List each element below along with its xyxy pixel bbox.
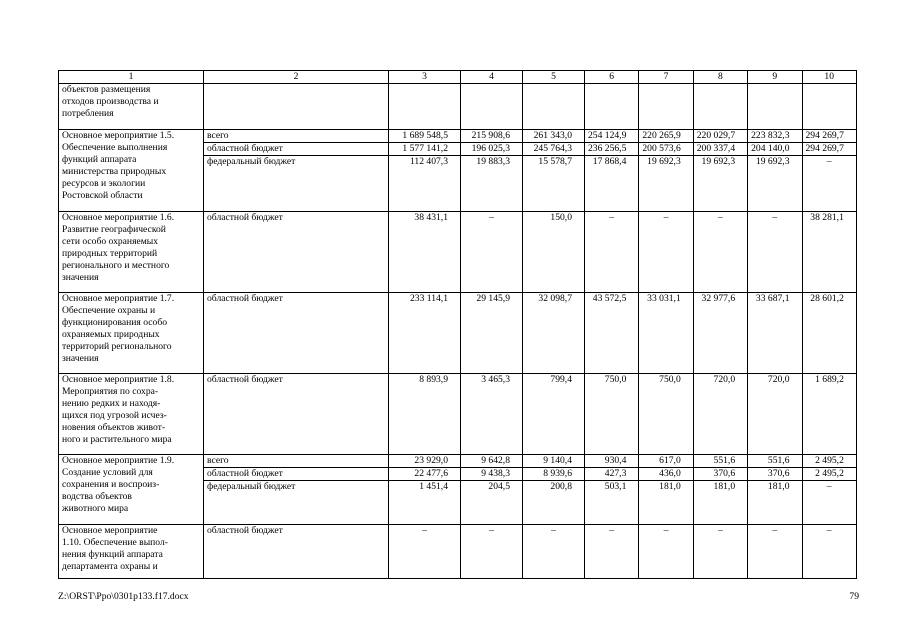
amount-cell	[639, 84, 693, 130]
table-row	[59, 374, 857, 455]
funding-source-cell: федеральный бюджет	[204, 156, 389, 212]
header-cell: 7	[639, 71, 693, 84]
amount-cell: 23 929,0	[389, 455, 461, 468]
amount-cell: 223 832,3	[748, 130, 802, 143]
amount-cell: 204 140,0	[748, 143, 802, 156]
amount-cell: –	[389, 525, 461, 579]
activity-name-line: функционирования особо	[62, 317, 168, 328]
amount-cell: 236 256,5	[585, 143, 639, 156]
amount-cell	[802, 84, 856, 130]
amount-cell: 551,6	[748, 455, 802, 468]
amount-cell	[523, 84, 585, 130]
amount-cell: 370,6	[693, 468, 747, 481]
activity-name-line: 1.10. Обеспечение выпол-	[62, 537, 168, 548]
amount-cell: –	[639, 212, 693, 293]
amount-cell: 38 431,1	[389, 212, 461, 293]
activity-name-line: значения	[62, 353, 99, 364]
table-row	[59, 455, 857, 468]
amount-cell: 181,0	[693, 481, 747, 525]
funding-source-cell: областной бюджет	[204, 143, 389, 156]
amount-cell: 112 407,3	[389, 156, 461, 212]
activity-name-line: щихся под угрозой исчез-	[62, 410, 167, 421]
activity-name-line: функций аппарата	[62, 154, 137, 165]
amount-cell: 32 098,7	[523, 293, 585, 374]
activity-name-line: ного и растительного мира	[62, 434, 172, 445]
header-cell: 3	[389, 71, 461, 84]
amount-cell: –	[693, 525, 747, 579]
amount-cell: 294 269,7	[802, 130, 856, 143]
amount-cell: 17 868,4	[585, 156, 639, 212]
amount-cell	[693, 84, 747, 130]
page-number: 79	[849, 591, 859, 602]
header-cell: 9	[748, 71, 802, 84]
activity-name-line: министерства природных	[62, 166, 167, 177]
amount-cell: –	[748, 212, 802, 293]
funding-source-cell: всего	[204, 130, 389, 143]
amount-cell: 215 908,6	[461, 130, 523, 143]
activity-name-cell	[59, 293, 204, 374]
amount-cell: 9 642,8	[461, 455, 523, 468]
document-path: Z:\ORST\Ppo\0301p133.f17.docx	[58, 591, 189, 602]
amount-cell: 204,5	[461, 481, 523, 525]
funding-source-cell: областной бюджет	[204, 525, 389, 579]
amount-cell	[389, 84, 461, 130]
activity-name-line: Основное мероприятие 1.9.	[62, 455, 175, 466]
header-cell: 10	[802, 71, 856, 84]
header-cell: 4	[461, 71, 523, 84]
amount-cell	[461, 84, 523, 130]
amount-cell: –	[461, 212, 523, 293]
amount-cell: –	[639, 525, 693, 579]
activity-name-line: водства объектов	[62, 491, 132, 502]
amount-cell	[585, 84, 639, 130]
activity-name-line: Основное мероприятие 1.8.	[62, 374, 175, 385]
amount-cell: 1 689,2	[802, 374, 856, 455]
activity-name-line: Ростовской области	[62, 190, 143, 201]
amount-cell: 200 573,6	[639, 143, 693, 156]
activity-name-cell	[59, 212, 204, 293]
amount-cell: 150,0	[523, 212, 585, 293]
amount-cell: 19 692,3	[639, 156, 693, 212]
funding-source-cell: областной бюджет	[204, 212, 389, 293]
amount-cell: 245 764,3	[523, 143, 585, 156]
activity-name-line: сети особо охраняемых	[62, 236, 159, 247]
amount-cell: 370,6	[748, 468, 802, 481]
activity-name-line: Основное мероприятие 1.6.	[62, 212, 175, 223]
amount-cell: –	[802, 481, 856, 525]
amount-cell: 19 692,3	[693, 156, 747, 212]
amount-cell: 9 438,3	[461, 468, 523, 481]
amount-cell: 220 265,9	[639, 130, 693, 143]
amount-cell: 8 939,6	[523, 468, 585, 481]
amount-cell: 19 883,3	[461, 156, 523, 212]
amount-cell: –	[802, 156, 856, 212]
activity-name-line: территорий регионального	[62, 341, 172, 352]
activity-name-cell	[59, 374, 204, 455]
table-row	[59, 525, 857, 579]
activity-name-line: ресурсов и экологии	[62, 178, 146, 189]
activity-name-line: сохранения и воспроиз-	[62, 479, 160, 490]
activity-name-line: новения объектов живот-	[62, 422, 166, 433]
table-row	[59, 84, 857, 130]
amount-cell: 181,0	[748, 481, 802, 525]
column-number-header	[59, 71, 857, 84]
header-cell: 8	[693, 71, 747, 84]
program-table-container	[58, 70, 857, 579]
activity-name-line: нения функций аппарата	[62, 549, 163, 560]
table-row	[59, 130, 857, 143]
activity-name-cell	[59, 455, 204, 525]
amount-cell: –	[461, 525, 523, 579]
activity-name-line: потребления	[62, 108, 114, 119]
amount-cell: 503,1	[585, 481, 639, 525]
amount-cell: 33 687,1	[748, 293, 802, 374]
activity-name-line: охраняемых природных	[62, 329, 160, 340]
amount-cell: 930,4	[585, 455, 639, 468]
table-body	[59, 71, 857, 579]
activity-name-line: Мероприятия по сохра-	[62, 386, 159, 397]
activity-name-line: объектов размещения	[62, 84, 151, 95]
funding-source-cell	[204, 84, 389, 130]
amount-cell: 254 124,9	[585, 130, 639, 143]
amount-cell: –	[585, 525, 639, 579]
activity-name-cell	[59, 130, 204, 212]
amount-cell: 720,0	[693, 374, 747, 455]
funding-source-cell: областной бюджет	[204, 293, 389, 374]
activity-name-line: нению редких и находя-	[62, 398, 161, 409]
amount-cell: 43 572,5	[585, 293, 639, 374]
amount-cell: 436,0	[639, 468, 693, 481]
table-row	[59, 212, 857, 293]
amount-cell: –	[523, 525, 585, 579]
header-cell: 5	[523, 71, 585, 84]
amount-cell: 294 269,7	[802, 143, 856, 156]
amount-cell: 32 977,6	[693, 293, 747, 374]
activity-name-line: Основное мероприятие	[62, 525, 158, 536]
activity-name-line: значения	[62, 272, 99, 283]
amount-cell: 200 337,4	[693, 143, 747, 156]
amount-cell: 15 578,7	[523, 156, 585, 212]
amount-cell: 28 601,2	[802, 293, 856, 374]
amount-cell: 427,3	[585, 468, 639, 481]
amount-cell: 22 477,6	[389, 468, 461, 481]
amount-cell: –	[802, 525, 856, 579]
amount-cell: 551,6	[693, 455, 747, 468]
table-row	[59, 293, 857, 374]
activity-name-cell	[59, 525, 204, 579]
amount-cell: 261 343,0	[523, 130, 585, 143]
activity-name-line: отходов производства и	[62, 96, 159, 107]
amount-cell: 750,0	[639, 374, 693, 455]
activity-name-line: Развитие географической	[62, 224, 166, 235]
activity-name-line: Основное мероприятие 1.7.	[62, 293, 175, 304]
amount-cell	[748, 84, 802, 130]
header-cell: 6	[585, 71, 639, 84]
amount-cell: 750,0	[585, 374, 639, 455]
funding-source-cell: федеральный бюджет	[204, 481, 389, 525]
amount-cell: 617,0	[639, 455, 693, 468]
amount-cell: 720,0	[748, 374, 802, 455]
amount-cell: 2 495,2	[802, 455, 856, 468]
activity-name-line: животного мира	[62, 503, 129, 514]
header-cell: 2	[204, 71, 389, 84]
funding-source-cell: всего	[204, 455, 389, 468]
activity-name-line: Основное мероприятие 1.5.	[62, 130, 175, 141]
program-funding-table	[58, 70, 857, 579]
amount-cell: 29 145,9	[461, 293, 523, 374]
activity-name-line: Обеспечение охраны и	[62, 305, 156, 316]
amount-cell: 8 893,9	[389, 374, 461, 455]
amount-cell: 9 140,4	[523, 455, 585, 468]
amount-cell: –	[585, 212, 639, 293]
amount-cell: 1 689 548,5	[389, 130, 461, 143]
amount-cell: 181,0	[639, 481, 693, 525]
amount-cell: 233 114,1	[389, 293, 461, 374]
header-cell: 1	[59, 71, 204, 84]
activity-name-line: Создание условий для	[62, 467, 153, 478]
funding-source-cell: областной бюджет	[204, 468, 389, 481]
amount-cell: 196 025,3	[461, 143, 523, 156]
activity-name-cell	[59, 84, 204, 130]
amount-cell: 19 692,3	[748, 156, 802, 212]
amount-cell: 3 465,3	[461, 374, 523, 455]
amount-cell: 2 495,2	[802, 468, 856, 481]
amount-cell: 799,4	[523, 374, 585, 455]
amount-cell: 200,8	[523, 481, 585, 525]
activity-name-line: природных территорий	[62, 248, 158, 259]
amount-cell: 1 577 141,2	[389, 143, 461, 156]
activity-name-line: регионального и местного	[62, 260, 170, 271]
activity-name-line: Обеспечение выполнения	[62, 142, 168, 153]
funding-source-cell: областной бюджет	[204, 374, 389, 455]
amount-cell: 1 451,4	[389, 481, 461, 525]
amount-cell: 33 031,1	[639, 293, 693, 374]
activity-name-line: департамента охраны и	[62, 561, 158, 572]
amount-cell: 220 029,7	[693, 130, 747, 143]
amount-cell: 38 281,1	[802, 212, 856, 293]
amount-cell: –	[693, 212, 747, 293]
amount-cell: –	[748, 525, 802, 579]
